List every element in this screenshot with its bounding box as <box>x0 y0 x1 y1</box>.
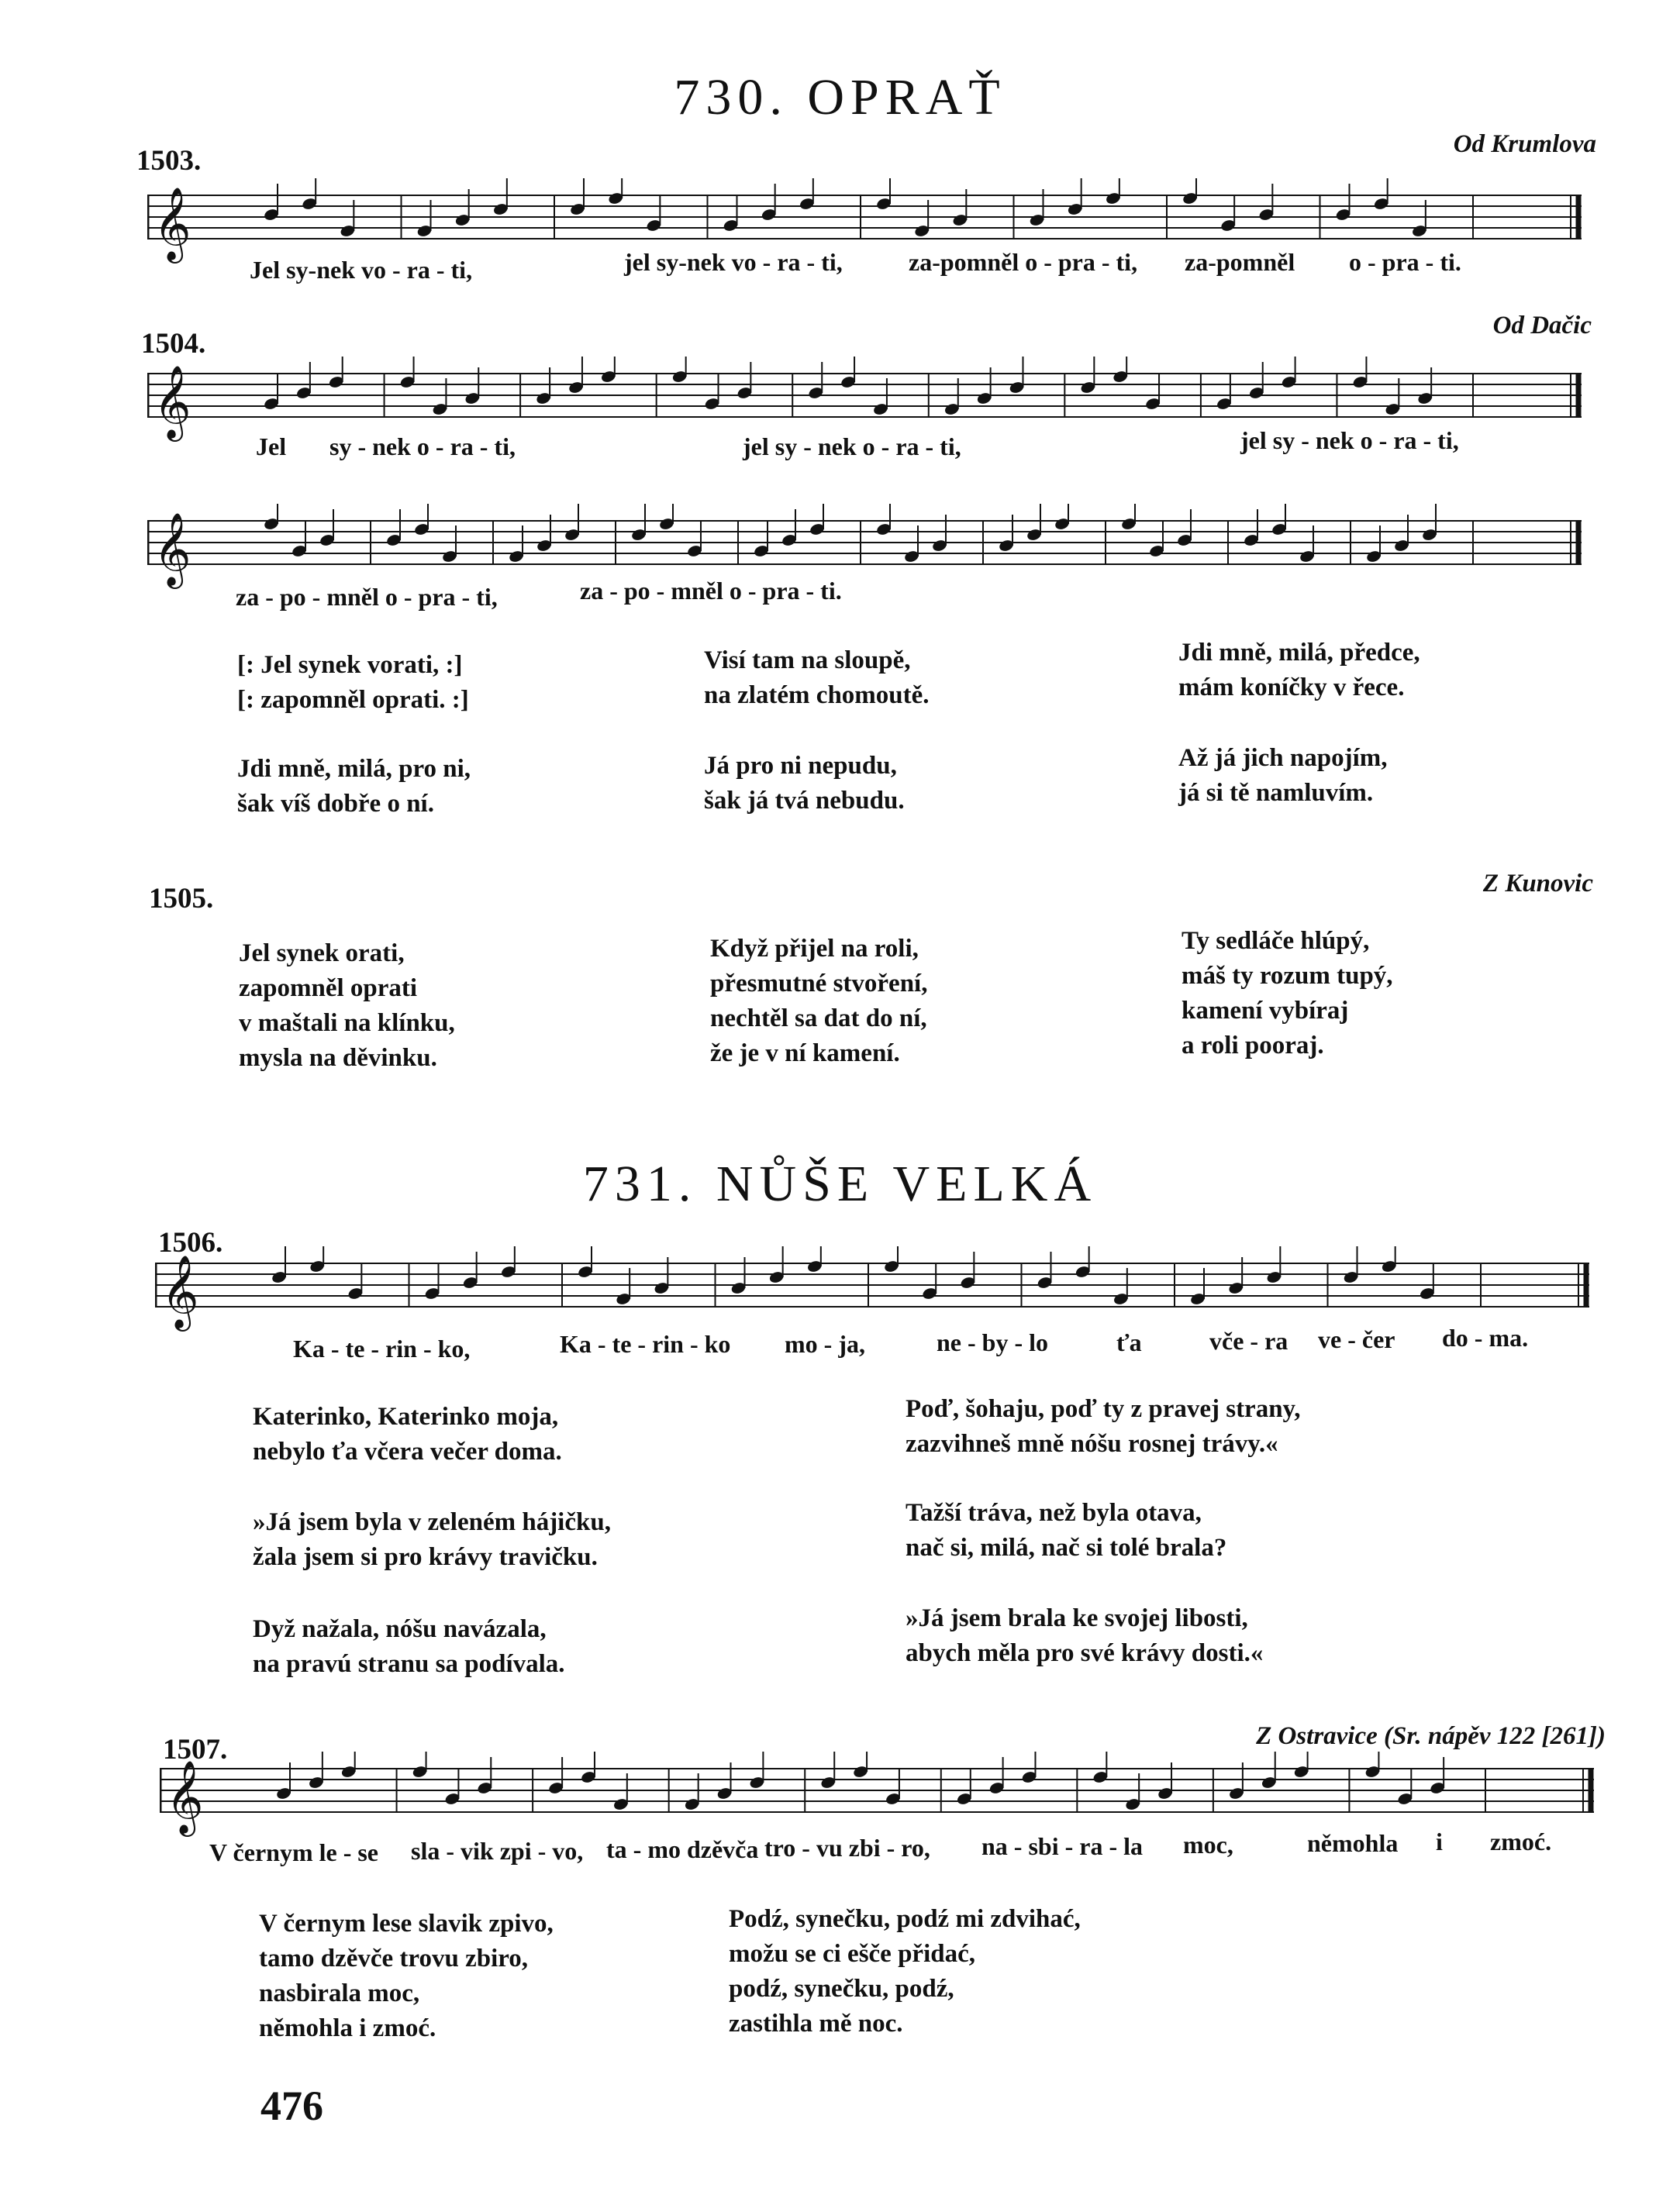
lyric-fragment: zmoć. <box>1490 1828 1552 1855</box>
verse-line: máš ty rozum tupý, <box>1182 962 1393 990</box>
page-number: 476 <box>260 2083 323 2129</box>
lyric-fragment: za - po - mněl o - pra - ti. <box>580 577 842 605</box>
verse-line: Tažší tráva, než byla otava, <box>906 1499 1202 1527</box>
verse <box>729 1902 1081 2041</box>
lyric-fragment: do - ma. <box>1442 1324 1529 1352</box>
verse-line: Já pro ni nepudu, <box>704 752 897 780</box>
lyric-fragment: i <box>1436 1828 1443 1855</box>
verse-line: možu se ci eščе přidać, <box>729 1940 975 1968</box>
verse-line: Jdi mně, milá, pro ni, <box>237 755 471 783</box>
lyric-fragment: sy - nek o - ra - ti, <box>329 432 516 460</box>
verse-line: nebylo ťa včera večer doma. <box>253 1438 562 1466</box>
music-staff <box>155 1246 1597 1332</box>
tune-origin: Z Ostravice (Sr. nápěv 122 [261]) <box>1256 1722 1606 1750</box>
lyric-fragment: za-pomněl o - pra - ti, <box>909 248 1138 276</box>
verse-line: [: Jel synek vorati, :] <box>237 651 463 679</box>
verse-line: »Já jsem brala ke svojej libosti, <box>906 1604 1248 1632</box>
lyric-fragment: Jel sy-nek vo - ra - ti, <box>250 256 473 284</box>
lyric-fragment: V černym le - se <box>209 1838 378 1866</box>
verse-line: zazvihneš mně nóšu rosnej trávy.« <box>906 1430 1278 1458</box>
lyric-fragment: ta - mo dzěvča <box>606 1835 759 1863</box>
verse-line: žala jsem si pro krávy travičku. <box>253 1543 598 1571</box>
verse-line: abych měla pro své krávy dosti.« <box>906 1639 1264 1667</box>
verse-line: zapomněl oprati <box>239 974 418 1002</box>
lyric-fragment: jel sy - nek o - ra - ti, <box>1240 426 1459 454</box>
lyric-fragment: ne - by - lo <box>937 1328 1048 1356</box>
verse-line: na zlatém chomoutě. <box>704 681 930 709</box>
verse <box>259 1907 554 2046</box>
verse <box>237 752 471 822</box>
verse <box>253 1400 562 1469</box>
verse-line: nač si, milá, nač si tolé brala? <box>906 1534 1227 1562</box>
tune-origin: Z Kunovic <box>1482 870 1593 898</box>
svg-text:𝄞: 𝄞 <box>161 1255 199 1328</box>
music-staff <box>147 504 1589 589</box>
lyric-fragment: jel sy-nek vo - ra - ti, <box>624 248 843 276</box>
tune-number: 1505. <box>149 883 214 915</box>
lyric-fragment: ťa <box>1116 1328 1142 1356</box>
verse <box>237 648 469 718</box>
verse-line: podź, synečku, podź, <box>729 1975 954 2003</box>
verse-line: a roli pooraj. <box>1182 1032 1324 1059</box>
verse-line: přesmutné stvoření, <box>710 970 928 997</box>
verse <box>906 1601 1263 1671</box>
song-title: 731. NŮŠE VELKÁ <box>582 1156 1098 1212</box>
tune-number: 1506. <box>158 1227 223 1259</box>
verse <box>1178 636 1420 705</box>
verse <box>239 936 455 1076</box>
verse-line: kamení vybíraj <box>1182 997 1349 1025</box>
verse-line: já si tě namluvím. <box>1178 779 1374 807</box>
lyric-fragment: jel sy - nek o - ra - ti, <box>743 432 961 460</box>
verse <box>704 643 930 713</box>
verse-line: mám koníčky v řece. <box>1178 674 1405 701</box>
verse <box>1182 924 1393 1063</box>
svg-text:𝄞: 𝄞 <box>154 187 191 260</box>
verse-line: Jel synek orati, <box>239 939 405 967</box>
lyric-fragment: Ka - te - rin - ko, <box>293 1335 471 1363</box>
lyric-fragment: na - sbi - ra - la <box>981 1832 1143 1860</box>
verse-line: v maštali na klínku, <box>239 1009 455 1037</box>
lyric-fragment: o - pra - ti. <box>1349 248 1461 276</box>
svg-text:𝄞: 𝄞 <box>166 1760 204 1834</box>
verse <box>1178 741 1387 811</box>
verse-line: zastihla mě noc. <box>729 2010 903 2038</box>
verse <box>906 1496 1226 1566</box>
verse-line: Když přijel na roli, <box>710 935 919 963</box>
tune-origin: Od Krumlova <box>1453 130 1596 158</box>
song-title: 730. OPRAŤ <box>674 69 1006 126</box>
verse-line: že je v ní kamení. <box>710 1039 900 1067</box>
lyric-fragment: vče - ra <box>1209 1327 1288 1355</box>
verse-line: nechtěl sa dat do ní, <box>710 1004 927 1032</box>
lyric-fragment: za-pomněl <box>1185 248 1295 276</box>
lyric-fragment: mo - ja, <box>785 1330 865 1358</box>
verse <box>253 1505 611 1575</box>
verse-line: šak víš dobře o ní. <box>237 790 434 818</box>
verse <box>710 932 927 1071</box>
verse-line: V černym lese slavik zpivo, <box>259 1910 554 1938</box>
verse <box>704 749 905 818</box>
verse-line: »Já jsem byla v zeleném hájičku, <box>253 1508 611 1536</box>
verse-line: Jdi mně, milá, předce, <box>1178 639 1420 667</box>
verse-line: Dyž nažala, nóšu navázala, <box>253 1615 547 1643</box>
lyric-fragment: němohla <box>1307 1829 1399 1857</box>
verse-line: Podź, synečku, podź mi zdvihać, <box>729 1905 1081 1933</box>
music-staff <box>160 1752 1602 1837</box>
lyric-fragment: sla - vik zpi - vo, <box>411 1837 584 1865</box>
verse <box>253 1612 565 1682</box>
verse-line: Až já jich napojím, <box>1178 744 1388 772</box>
verse-line: Poď, šohaju, poď ty z pravej strany, <box>906 1395 1301 1423</box>
verse-line: tamo dzěvče trovu zbiro, <box>259 1945 529 1973</box>
lyric-fragment: Jel <box>256 432 287 460</box>
lyric-fragment: Ka - te - rin - ko <box>560 1330 731 1358</box>
verse-line: šak já tvá nebudu. <box>704 787 905 815</box>
tune-number: 1507. <box>163 1734 228 1766</box>
svg-text:𝄞: 𝄞 <box>154 512 191 586</box>
tune-origin: Od Dačic <box>1492 312 1592 339</box>
verse-line: [: zapomněl oprati. :] <box>237 686 469 714</box>
lyric-fragment: tro - vu zbi - ro, <box>764 1834 930 1862</box>
lyric-fragment: za - po - mněl o - pra - ti, <box>236 583 498 611</box>
tune-number: 1503. <box>136 145 202 177</box>
lyric-fragment: moc, <box>1183 1831 1233 1859</box>
verse-line: němohla i zmoć. <box>259 2014 436 2042</box>
tune-number: 1504. <box>141 328 206 360</box>
verse <box>906 1392 1301 1462</box>
verse-line: mysla na děvinku. <box>239 1044 437 1072</box>
verse-line: Visí tam na sloupě, <box>704 646 911 674</box>
lyric-fragment: ve - čer <box>1318 1325 1395 1353</box>
verse-line: Katerinko, Katerinko moja, <box>253 1403 559 1431</box>
verse-line: nasbirala moc, <box>259 1979 420 2007</box>
verse-line: na pravú stranu sa podívala. <box>253 1650 565 1678</box>
svg-text:𝄞: 𝄞 <box>154 365 191 439</box>
verse-line: Ty sedláče hlúpý, <box>1182 927 1370 955</box>
